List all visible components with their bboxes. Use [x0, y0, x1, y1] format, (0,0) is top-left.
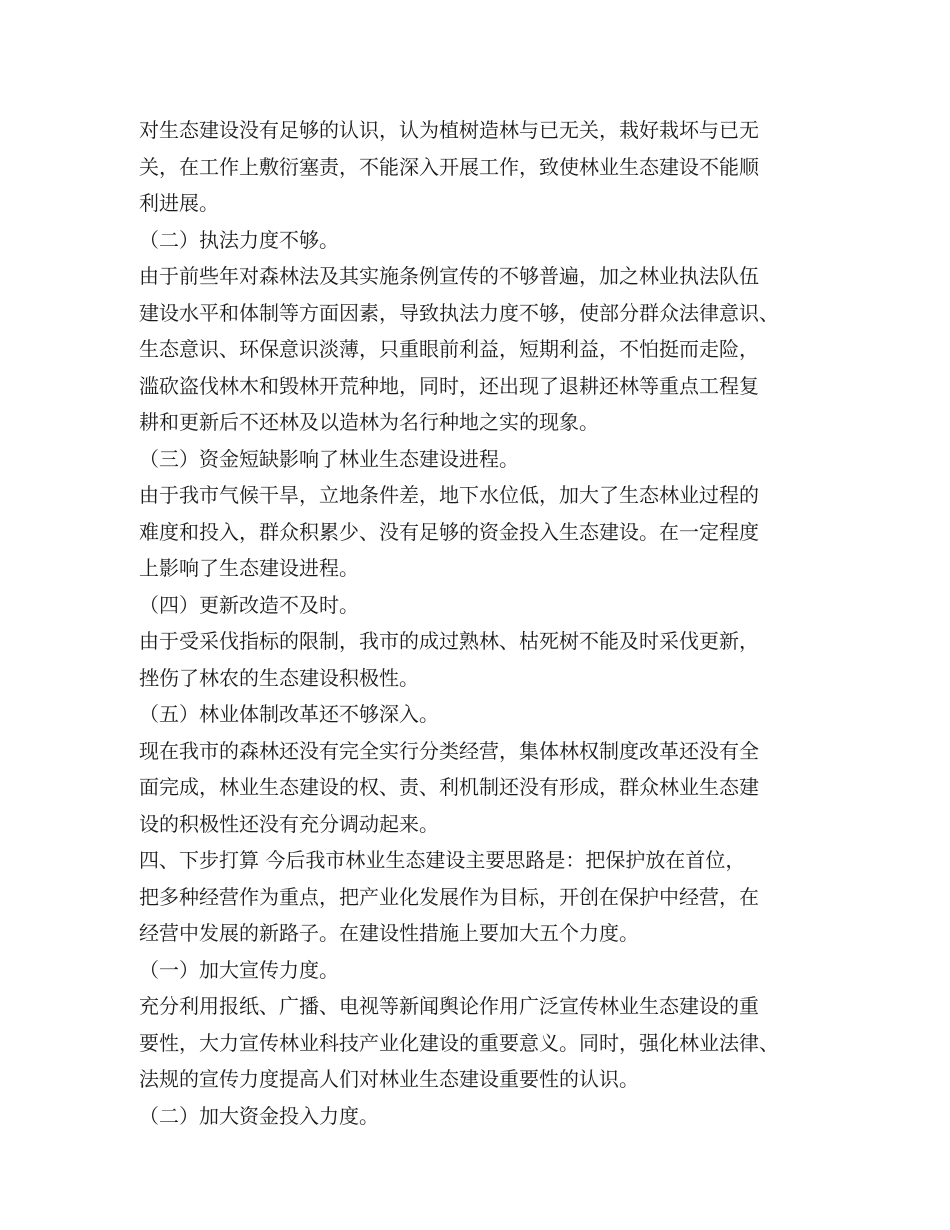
text-line: 关，在工作上敷衍塞责，不能深入开展工作，致使林业生态建设不能顺 — [139, 154, 759, 179]
text-line: 难度和投入，群众积累少、没有足够的资金投入生态建设。在一定程度 — [139, 519, 759, 544]
text-line: 生态意识、环保意识淡薄，只重眼前利益，短期利益，不怕挺而走险， — [139, 337, 759, 361]
text-line: 由于我市气候干旱，立地条件差，地下水位低，加大了生态林业过程的 — [139, 483, 759, 507]
text-line: 建设水平和体制等方面因素，导致执法力度不够，使部分群众法律意识、 — [139, 300, 779, 325]
text-line: 要性，大力宣传林业科技产业化建设的重要意义。同时，强化林业法律、 — [139, 1030, 779, 1055]
section-heading: 四、下步打算 今后我市林业生态建设主要思路是：把保护放在首位， — [139, 848, 746, 872]
text-line: 面完成，林业生态建设的权、责、利机制还没有形成，群众林业生态建 — [139, 775, 759, 799]
section-heading: （二）加大资金投入力度。 — [139, 1103, 379, 1128]
text-line: 利进展。 — [139, 191, 219, 215]
text-line: 充分利用报纸、广播、电视等新闻舆论作用广泛宣传林业生态建设的重 — [139, 994, 759, 1018]
text-line: 对生态建设没有足够的认识，认为植树造林与已无关，栽好栽坏与已无 — [139, 118, 759, 142]
text-line: 耕和更新后不还林及以造林为名行种地之实的现象。 — [139, 410, 599, 434]
section-heading: （四）更新改造不及时。 — [139, 592, 359, 617]
text-line: 设的积极性还没有充分调动起来。 — [139, 811, 439, 836]
body-text — [139, 112, 839, 1134]
text-line: 法规的宣传力度提高人们对林业生态建设重要性的认识。 — [139, 1067, 639, 1091]
section-heading: （一）加大宣传力度。 — [139, 957, 339, 982]
text-line: 由于受采伐指标的限制，我市的成过熟林、枯死树不能及时采伐更新， — [139, 629, 759, 653]
text-line: 现在我市的森林还没有完全实行分类经营，集体林权制度改革还没有全 — [139, 738, 759, 763]
text-line: 上影响了生态建设进程。 — [139, 556, 359, 580]
section-heading: （二）执法力度不够。 — [139, 227, 339, 252]
text-line: 挫伤了林农的生态建设积极性。 — [139, 665, 419, 690]
text-line: 滥砍盗伐林木和毁林开荒种地，同时，还出现了退耕还林等重点工程复 — [139, 373, 759, 398]
text-line: 由于前些年对森林法及其实施条例宣传的不够普遍，加之林业执法队伍 — [139, 264, 759, 288]
text-line: 经营中发展的新路子。在建设性措施上要加大五个力度。 — [139, 921, 639, 945]
text-line: 把多种经营作为重点，把产业化发展作为目标，开创在保护中经营，在 — [139, 884, 759, 909]
section-heading: （三）资金短缺影响了林业生态建设进程。 — [139, 446, 519, 471]
section-heading: （五）林业体制改革还不够深入。 — [139, 702, 439, 726]
